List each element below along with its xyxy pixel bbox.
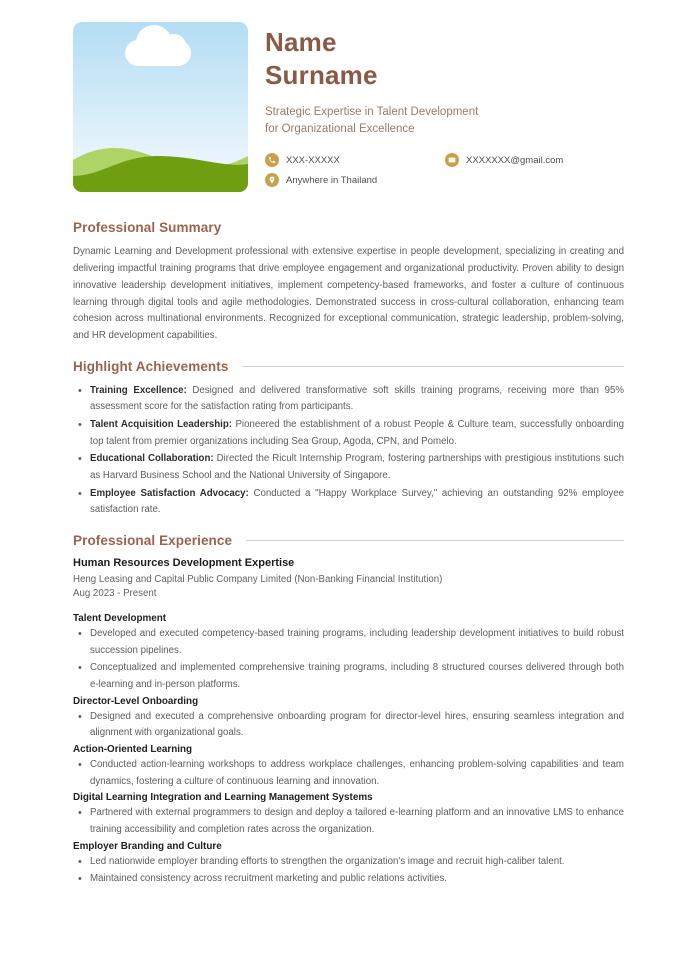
highlights-divider [242,366,624,367]
experience-bullet-list [73,854,624,888]
phone-icon [265,153,279,167]
summary-heading: Professional Summary [73,220,222,236]
hill-dark-shape [73,146,248,192]
highlight-item [73,383,624,416]
experience-bullet-list [73,757,624,790]
cloud-icon [125,40,191,66]
experience-bullet: • Conducted action-learning workshops to address workplace challenges, enhancing problem-solving capabilities and team dynamics, fostering a culture of continuous learning and innovation. [73,757,624,790]
highlight-item-label: Talent Acquisition Leadership: [90,418,232,430]
experience-subsections [73,613,624,888]
experience-subsection-title: Talent Development [73,612,167,624]
experience-bullet: • Maintained consistency across recruitment marketing and public relations activities. [73,871,624,888]
tagline-line-2: for Organizational Excellence [265,123,415,135]
highlights-heading-row [73,359,624,374]
experience-subsection [73,744,624,790]
contact-details [265,153,624,187]
section-highlight-achievements [73,359,624,520]
email-icon [445,153,459,167]
highlight-item-label: Educational Collaboration: [90,453,214,465]
last-name: Surname [265,60,378,91]
summary-text: Dynamic Learning and Development professional with extensive expertise in people development, specializing in creating and delivering impactful training programs that drive employee engagement and organizational productivity. Proven ability to design innovative leadership development initiatives, implement competency-based frameworks, and foster a culture of continuous learning through digital tools and agile methodologies. Demonstrated success in cross-cultural collaboration, enhancing team cohesion across multinational environments. Recognized for exceptional communication, strategic leadership, problem-solving, and HR development capabilities. [73,246,624,341]
highlight-item-label: Training Excellence: [90,384,187,396]
experience-bullet: • Led nationwide employer branding efforts to strengthen the organization's image and recruit high-caliber talent. [73,854,624,871]
highlight-item [73,417,624,450]
highlight-item-text: Conducted a "Happy Workplace Survey," achieving an outstanding 92% employee satisfaction rate. [90,487,624,516]
experience-subsection [73,792,624,838]
experience-subsection-title: Action-Oriented Learning [73,743,193,755]
section-professional-summary [73,220,624,344]
resume-header [73,22,624,193]
experience-subsection-title: Director-Level Onboarding [73,695,199,707]
first-name: Name [265,27,337,57]
summary-heading-row [73,220,624,235]
location-text: Anywhere in Thailand [286,174,378,186]
profile-photo-placeholder [73,22,248,192]
experience-bullet: • Conceptualized and implemented comprehensive training programs, including 8 structured courses delivered through both e-learning and in-person platforms. [73,660,624,693]
experience-bullet: • Partnered with external programmers to design and deploy a tailored e-learning platform and an innovative LMS to enhance training accessibility and completion rates across the organization. [73,805,624,838]
experience-subsection [73,696,624,742]
email-text: XXXXXXX@gmail.com [466,154,564,166]
highlight-item-text: Designed and delivered transformative soft skills training programs, receiving more than 95% assessment score for the satisfaction rating from participants. [90,384,624,413]
experience-bullet-list [73,626,624,694]
contact-row-2 [265,173,624,187]
highlights-heading: Highlight Achievements [73,358,229,374]
job-dates: Aug 2023 - Present [73,588,157,600]
highlight-item [73,451,624,484]
section-professional-experience [73,533,624,888]
experience-subsection-title: Employer Branding and Culture [73,840,222,852]
highlight-item-label: Employee Satisfaction Advocacy: [90,487,249,499]
experience-bullet-list [73,709,624,742]
highlight-item-text: Directed the Ricult Internship Program, fostering partnerships with prestigious institutions such as Harvard Business School and the National University of Singapore. [90,453,624,482]
experience-bullet: • Designed and executed a comprehensive onboarding program for director-level hires, ensuring seamless integration and alignment with organizational goals. [73,709,624,742]
contact-email[interactable] [445,153,563,167]
experience-subsection-title: Digital Learning Integration and Learning Management Systems [73,792,373,804]
experience-bullet: • Developed and executed competency-based training programs, including leadership development initiatives to build robust succession pipelines. [73,626,624,659]
experience-bullet-list [73,805,624,838]
highlight-list [73,383,624,520]
highlight-item-text: Pioneered the establishment of a robust People & Culture team, successfully onboarding top talent from premier organizations including Sea Group, Agoda, CPN, and Pomelo. [90,418,624,447]
tagline-line-1: Strategic Expertise in Talent Development [265,105,479,118]
contact-phone[interactable] [265,153,445,167]
header-text-block [265,22,624,193]
highlight-item [73,486,624,519]
experience-subsection [73,841,624,888]
experience-heading-row [73,533,624,548]
contact-row-1 [265,153,624,167]
location-pin-icon [265,173,279,187]
experience-heading: Professional Experience [73,533,233,549]
contact-location [265,173,377,187]
experience-divider [246,540,624,541]
job-title: Human Resources Development Expertise [73,557,295,570]
experience-subsection [73,613,624,694]
job-company: Heng Leasing and Capital Public Company Limited (Non-Banking Financial Institution) [73,574,443,586]
phone-text: XXX-XXXXX [286,154,340,166]
tagline [265,104,624,139]
